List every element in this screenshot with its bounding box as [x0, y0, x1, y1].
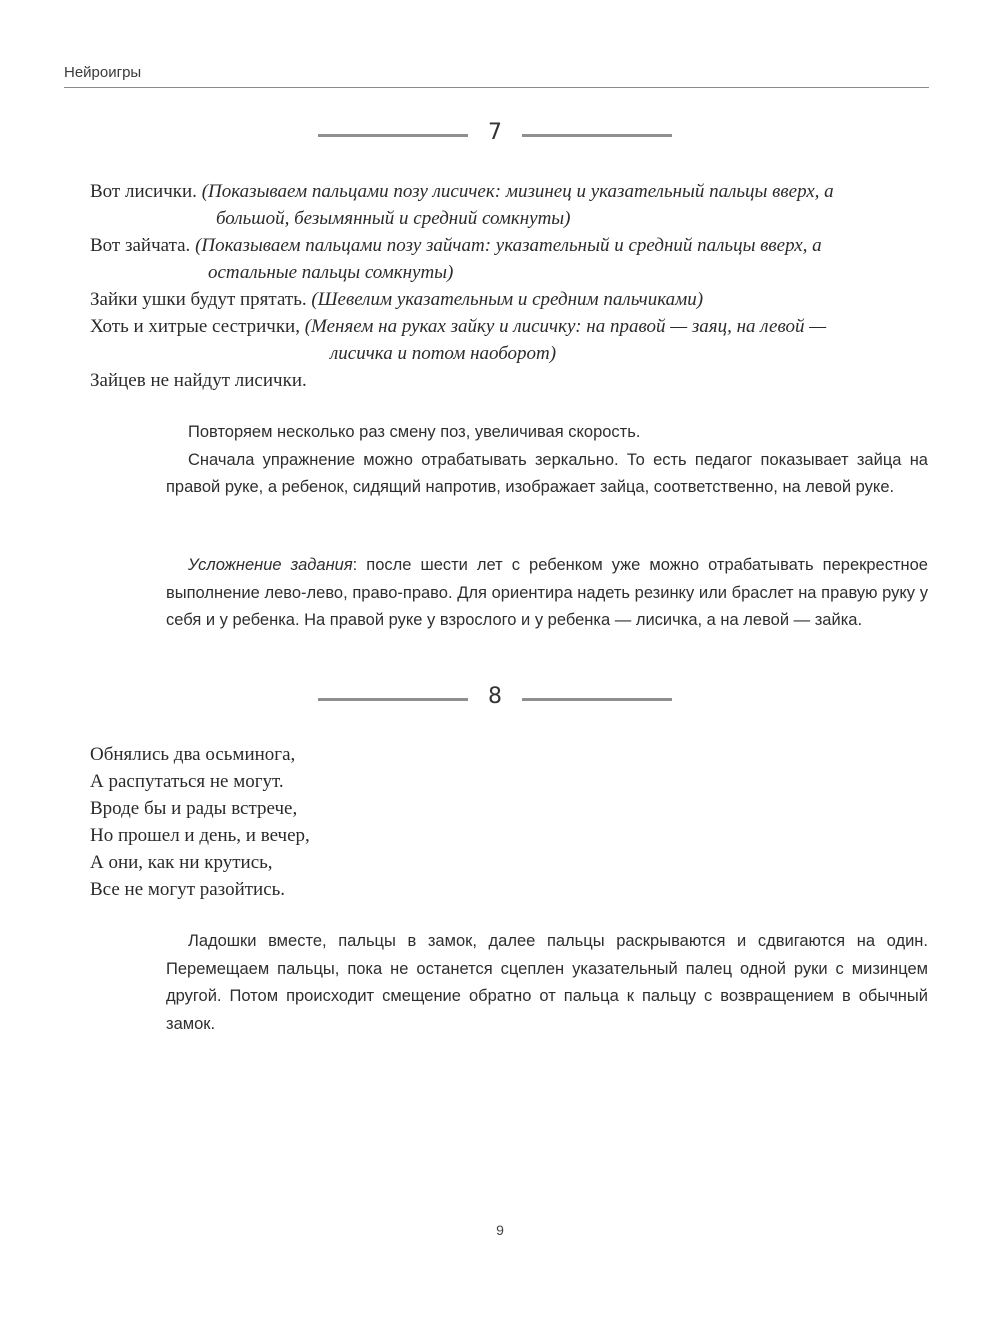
instruction-paragraph: Ладошки вместе, пальцы в замок, далее пальцы раскрываются и сдвигаются на один. Перемещаем пальцы, пока не останется сцеплен указательный палец одной руки с мизинцем другой. Потом происходит смещение обратно от пальца к пальцу с возвращением в обычный замок. — [166, 932, 928, 1033]
running-header: Нейроигры — [64, 64, 142, 81]
instruction-paragraph: Повторяем несколько раз смену поз, увеличивая скорость. — [188, 423, 641, 441]
instructions-7 — [166, 419, 928, 502]
marker-rule-left — [318, 698, 468, 701]
poem-line-note-cont: лисичка и потом наоборот) — [330, 343, 557, 364]
poem-line-text: Зайки ушки будут прятать. — [90, 289, 307, 310]
poem-line-text: Хоть и хитрые сестрички, — [90, 316, 300, 337]
poem-line-text: Вот лисички. — [90, 181, 197, 202]
poem-line: Вроде бы и рады встрече, — [90, 798, 298, 819]
marker-rule-right — [522, 698, 672, 701]
complication-label: Усложнение задания — [188, 556, 353, 574]
poem-line-note-cont: большой, безымянный и средний сомкнуты) — [216, 208, 571, 229]
marker-rule-right — [522, 134, 672, 137]
poem-line — [90, 367, 928, 394]
poem-line — [90, 286, 928, 313]
instruction-paragraph: Сначала упражнение можно отрабатывать зеркально. То есть педагог показывает зайца на правой руке, а ребенок, сидящий напротив, изображает зайца, соответственно, на левой руке. — [166, 450, 928, 496]
section-marker-8 — [0, 684, 1000, 714]
section-number: 8 — [488, 684, 502, 709]
poem-line: А они, как ни крутись, — [90, 852, 273, 873]
section-number: 7 — [488, 120, 502, 145]
poem-line-note: (Шевелим указательным и средним пальчиками) — [311, 289, 704, 310]
poem-line-text: Зайцев не найдут лисички. — [90, 370, 307, 391]
marker-rule-left — [318, 134, 468, 137]
poem-line — [90, 232, 928, 286]
poem-line: Все не могут разойтись. — [90, 879, 286, 900]
poem-line-note: (Показываем пальцами позу лисичек: мизинец и указательный пальцы вверх, а — [201, 181, 834, 202]
poem-line-note: (Показываем пальцами позу зайчат: указательный и средний пальцы вверх, а — [195, 235, 822, 256]
instructions-8 — [166, 928, 928, 1038]
poem-line: Обнялись два осьминога, — [90, 744, 296, 765]
page-number: 9 — [496, 1222, 504, 1238]
poem-7 — [90, 178, 928, 394]
poem-line — [90, 178, 928, 232]
poem-line: Но прошел и день, и вечер, — [90, 825, 310, 846]
poem-line: А распутаться не могут. — [90, 771, 284, 792]
header-rule — [64, 87, 929, 88]
poem-line-note-cont: остальные пальцы сомкнуты) — [208, 262, 454, 283]
complication-text: : после шести лет с ребенком уже можно отрабатывать перекрестное выполнение лево-лево, право-право. Для ориентира надеть резинку или браслет на правую руку у себя и у ребенка. На правой руке у взрослого и у ребенка — лисичка, а на левой — зайка. — [166, 556, 928, 629]
poem-line — [90, 313, 928, 367]
poem-8 — [90, 741, 928, 903]
poem-line-note: (Меняем на руках зайку и лисичку: на правой — заяц, на левой — — [304, 316, 827, 337]
poem-line-text: Вот зайчата. — [90, 235, 191, 256]
section-marker-7 — [0, 120, 1000, 150]
complication-note — [166, 552, 928, 635]
